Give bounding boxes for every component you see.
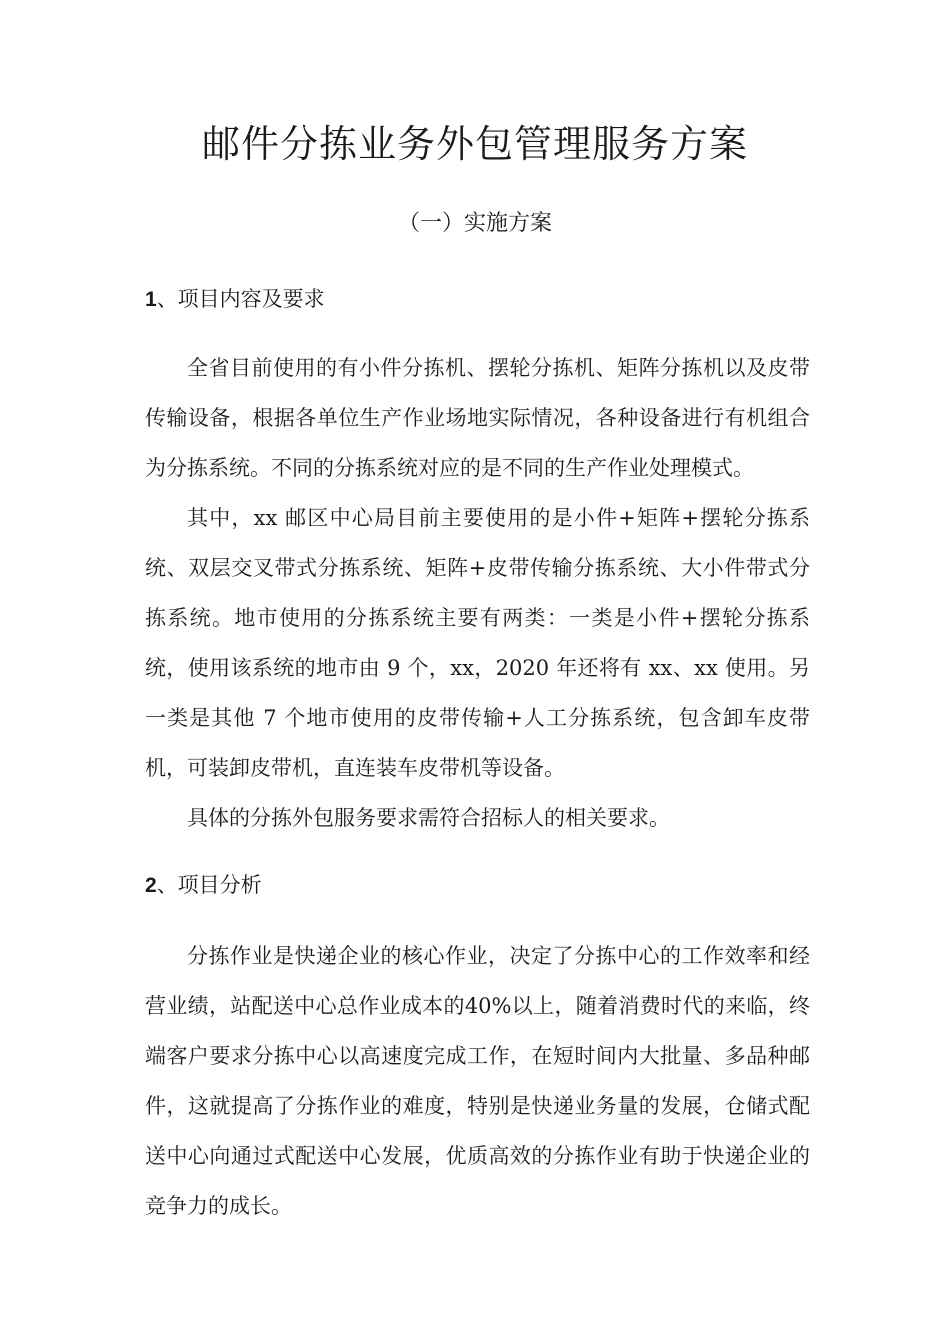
section-body-1 xyxy=(145,343,810,843)
section-number: 1 xyxy=(145,288,157,311)
section-body-2 xyxy=(145,931,810,1231)
paragraph: 分拣作业是快递企业的核心作业，决定了分拣中心的工作效率和经营业绩，站配送中心总作业成本的40%以上，随着消费时代的来临，终端客户要求分拣中心以高速度完成工作，在短时间内大批量、多品种邮件，这就提高了分拣作业的难度，特别是快递业务量的发展，仓储式配送中心向通过式配送中心发展，优质高效的分拣作业有助于快递企业的竞争力的成长。 xyxy=(145,944,810,1218)
section-heading-1 xyxy=(145,284,325,315)
section-heading-text: 、项目分析 xyxy=(156,873,262,897)
section-heading-text: 、项目内容及要求 xyxy=(156,287,325,311)
paragraph: 具体的分拣外包服务要求需符合招标人的相关要求。 xyxy=(187,806,670,830)
document-title: 邮件分拣业务外包管理服务方案 xyxy=(201,122,748,166)
document-subtitle: （一）实施方案 xyxy=(397,211,552,236)
paragraph: 全省目前使用的有小件分拣机、摆轮分拣机、矩阵分拣机以及皮带传输设备，根据各单位生产作业场地实际情况，各种设备进行有机组合为分拣系统。不同的分拣系统对应的是不同的生产作业处理模式。 xyxy=(145,356,810,480)
paragraph: 其中，xx 邮区中心局目前主要使用的是小件+矩阵+摆轮分拣系统、双层交叉带式分拣系统、矩阵+皮带传输分拣系统、大小件带式分拣系统。地市使用的分拣系统主要有两类：一类是小件+摆轮分拣系统，使用该系统的地市由 9 个，xx，2020 年还将有 xx、xx 使用。另一类是其他 7 个地市使用的皮带传输+人工分拣系统，包含卸车皮带机，可装卸皮带机，直连装车皮带机等设备。 xyxy=(145,506,810,780)
section-number: 2 xyxy=(145,874,157,897)
section-heading-2 xyxy=(145,870,262,901)
